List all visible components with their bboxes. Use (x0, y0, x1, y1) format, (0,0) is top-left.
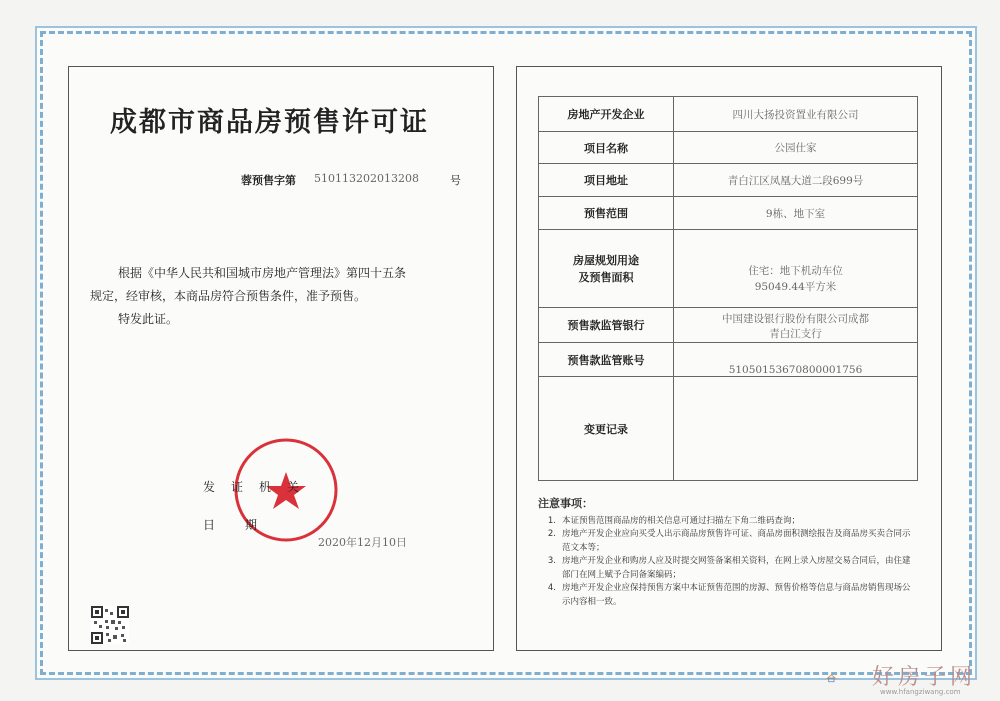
notes-section (538, 497, 918, 609)
issuer-label: 发证机关 (203, 480, 316, 494)
table-row (539, 343, 918, 377)
issue-date: 2020年12月10日 (318, 536, 407, 549)
row-label: 项目地址 (539, 164, 674, 197)
table-row (539, 164, 918, 197)
row-label: 预售范围 (539, 197, 674, 230)
row-value: 住宅：地下机动车位 95049.44平方米 (674, 230, 918, 308)
row-value: 青白江区凤凰大道二段699号 (674, 164, 918, 197)
note-item: 4. 房地产开发企业应保持预售方案中本证预售范围的房源、预售价格等信息与商品房销售现场公示内容相一致。 (547, 583, 911, 607)
row-label: 预售款监管银行 (539, 308, 674, 343)
table-row (539, 197, 918, 230)
notes-heading: 注意事项： (538, 497, 593, 510)
house-logo-icon (826, 660, 866, 696)
note-item: 1. 本证预售范围商品房的相关信息可通过扫描左下角二维码查询； (547, 515, 801, 526)
row-label: 预售款监管账号 (539, 343, 674, 377)
row-label: 房屋规划用途 及预售面积 (539, 230, 674, 308)
row-value: 中国建设银行股份有限公司成都 青白江支行 (674, 308, 918, 343)
permit-suffix: 号 (450, 174, 461, 187)
body-line-2: 规定，经审核，本商品房符合预售条件，准予预售。 (90, 289, 367, 303)
table-row (539, 230, 918, 308)
row-label: 房地产开发企业 (539, 97, 674, 132)
permit-label: 蓉预售字第 (241, 174, 296, 187)
body-line-1: 根据《中华人民共和国城市房地产管理法》第四十五条 (118, 266, 407, 280)
note-item: 2. 房地产开发企业应向买受人出示商品房预售许可证、商品房面积测绘报告及商品房买卖合同示范文本等； (547, 529, 911, 553)
project-info-table (538, 96, 918, 481)
qr-code (91, 606, 129, 644)
table-row (539, 377, 918, 481)
row-value: 51050153670800001756 (674, 343, 918, 377)
note-item: 3. 房地产开发企业和购房人应及时提交网签备案相关资料，在网上录入房屋交易合同后，由住建部门在网上赋予合同备案编码； (547, 556, 911, 580)
table-row (539, 132, 918, 164)
row-label: 项目名称 (539, 132, 674, 164)
row-value: 四川大扬投资置业有限公司 (674, 97, 918, 132)
table-row (539, 308, 918, 343)
certificate-title: 成都市商品房预售许可证 (110, 107, 429, 138)
body-line-3: 特发此证。 (118, 312, 179, 326)
left-panel (68, 66, 494, 651)
permit-number: 510113202013208 (314, 172, 419, 185)
row-label: 变更记录 (539, 377, 674, 481)
watermark-text: 好房子网 (872, 665, 977, 690)
row-value (674, 377, 918, 481)
date-label: 日期 (203, 518, 288, 532)
table-row (539, 97, 918, 132)
row-value: 公园仕家 (674, 132, 918, 164)
watermark-url: www.hfangziwang.com (880, 688, 961, 696)
row-value: 9栋、地下室 (674, 197, 918, 230)
